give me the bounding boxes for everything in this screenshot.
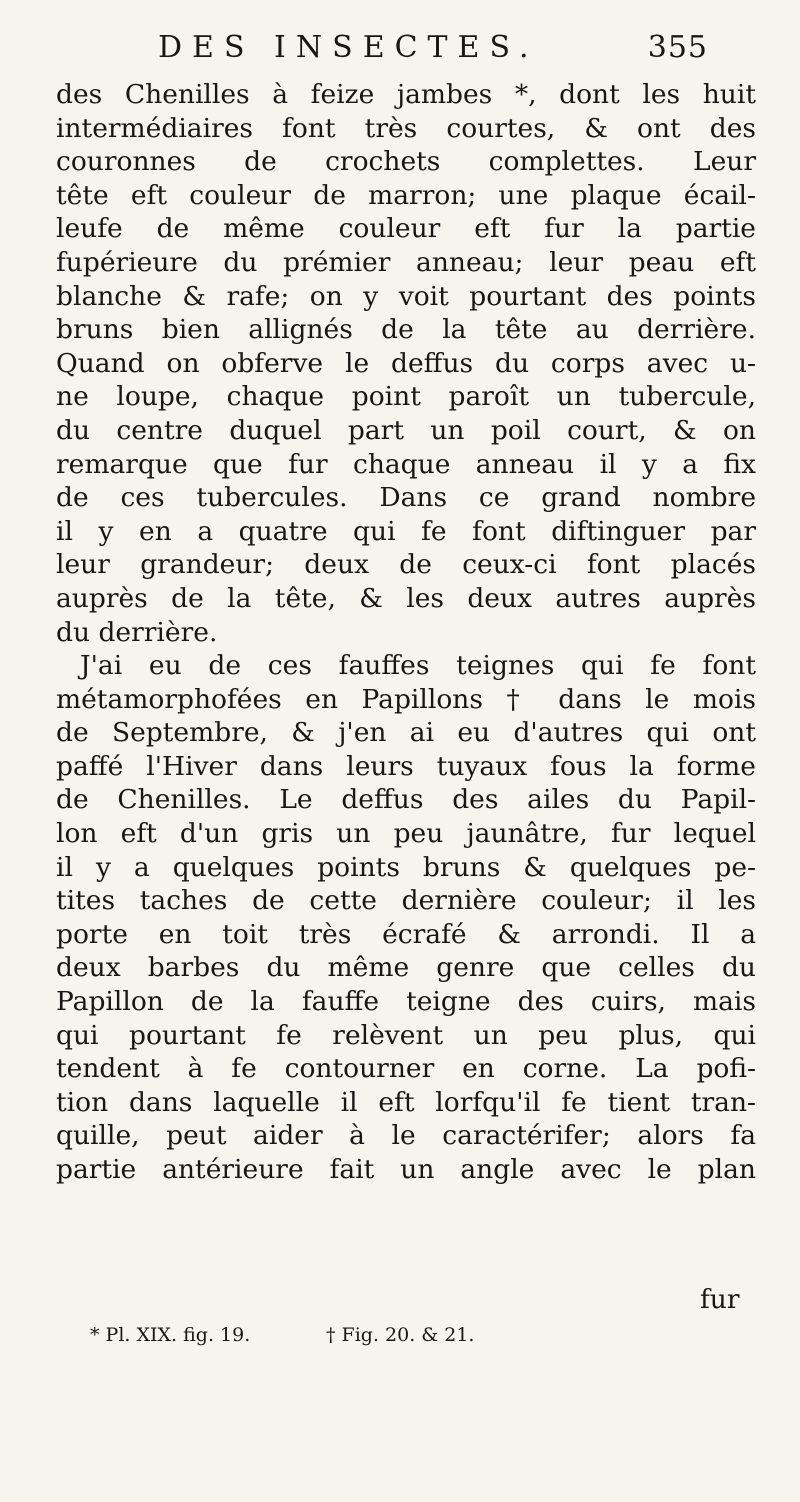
text-line: leur grandeur; deux de ceux-ci font placés xyxy=(56,549,756,581)
text-line: métamorphofées en Papillons † dans le mois xyxy=(56,683,756,715)
text-line: fupérieure du prémier anneau; leur peau eft xyxy=(56,246,756,278)
text-line: tête eft couleur de marron; une plaque écail- xyxy=(56,179,756,211)
text-line: des Chenilles à feize jambes *, dont les huit xyxy=(56,79,756,110)
text-line: qui pourtant fe relèvent un peu plus, qui xyxy=(56,1019,756,1051)
catchword: fur xyxy=(700,1284,740,1315)
text-line: tendent à fe contourner en corne. La pofi- xyxy=(56,1053,756,1085)
footnote-plate-reference: * Pl. XIX. fig. 19. xyxy=(90,1324,251,1346)
footnote-figure-reference: † Fig. 20. & 21. xyxy=(326,1324,475,1346)
text-line: du centre duquel part un poil court, & on xyxy=(56,414,756,446)
text-line: J'ai eu de ces fauffes teignes qui fe font xyxy=(80,650,756,682)
page-number: 355 xyxy=(647,30,708,65)
main-text xyxy=(56,78,756,1187)
text-line: leufe de même couleur eft fur la partie xyxy=(56,213,756,245)
running-head xyxy=(148,30,708,70)
text-line: intermédiaires font très courtes, & ont des xyxy=(56,112,756,144)
text-line: il y a quelques points bruns & quelques pe- xyxy=(56,851,756,883)
text-line: blanche & rafe; on y voit pourtant des points xyxy=(56,280,756,312)
text-line: tion dans laquelle il eft lorfqu'il fe tient tran- xyxy=(56,1086,756,1118)
text-line: il y en a quatre qui fe font diftinguer par xyxy=(56,515,756,547)
text-line: partie antérieure fait un angle avec le plan xyxy=(56,1154,756,1185)
text-line: couronnes de crochets complettes. Leur xyxy=(56,146,756,178)
text-line: lon eft d'un gris un peu jaunâtre, fur lequel xyxy=(56,818,756,850)
running-title: DES INSECTES. xyxy=(158,30,539,65)
text-line: quille, peut aider à le caractérifer; alors fa xyxy=(56,1120,756,1152)
text-line: de Chenilles. Le deffus des ailes du Papil- xyxy=(56,784,756,816)
text-line: Papillon de la fauffe teigne des cuirs, mais xyxy=(56,986,756,1018)
text-line: auprès de la tête, & les deux autres auprès xyxy=(56,582,756,614)
text-line: paffé l'Hiver dans leurs tuyaux fous la forme xyxy=(56,750,756,782)
text-line: tites taches de cette dernière couleur; il les xyxy=(56,885,756,917)
text-line: bruns bien allignés de la tête au derrière. xyxy=(56,314,756,346)
text-line: remarque que fur chaque anneau il y a fix xyxy=(56,448,756,480)
text-line: du derrière. xyxy=(56,616,218,648)
text-line: Quand on obferve le deffus du corps avec u- xyxy=(56,347,756,379)
text-line: ne loupe, chaque point paroît un tubercule, xyxy=(56,381,756,413)
text-line: de ces tubercules. Dans ce grand nombre xyxy=(56,482,756,514)
text-line: deux barbes du même genre que celles du xyxy=(56,952,756,984)
text-line: de Septembre, & j'en ai eu d'autres qui ont xyxy=(56,717,756,749)
text-line: porte en toit très écrafé & arrondi. Il a xyxy=(56,918,756,950)
